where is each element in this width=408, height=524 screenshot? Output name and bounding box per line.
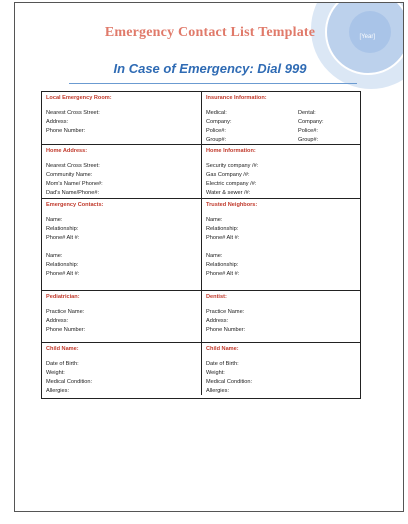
field-label: Name: [206, 253, 223, 259]
cell-heading: Child Name: [46, 346, 79, 352]
cell-heading: Home Information: [206, 148, 256, 154]
field-label: Medical Condition: [46, 379, 93, 385]
cell-heading: Local Emergency Room: [46, 95, 112, 101]
field-label: Group#: [298, 137, 319, 143]
field-label: Dad's Name/Phone#: [46, 190, 99, 196]
field-label: Name: [46, 217, 63, 223]
field-label: Security company /#: [206, 163, 259, 169]
field-label: Phone# Alt #: [206, 235, 240, 241]
field-label: Medical: [206, 110, 227, 116]
field-label: Address: [206, 318, 229, 324]
document-page [14, 2, 404, 512]
field-label: Nearest Cross Street: [46, 163, 100, 169]
document-subtitle: In Case of Emergency: Dial 999 [113, 61, 307, 76]
field-label: Electric company /#: [206, 181, 257, 187]
cell-heading: Emergency Contacts: [46, 202, 104, 208]
field-label: Practice Name: [206, 309, 245, 315]
field-label: Allergies: [46, 388, 70, 394]
field-label: Police#: [206, 128, 226, 134]
field-label: Medical Condition: [206, 379, 253, 385]
cell-pediatrician [42, 291, 202, 343]
field-label: Relationship: [46, 226, 79, 232]
field-label: Address: [46, 119, 69, 125]
field-label: Company: [206, 119, 232, 125]
cell-home-information [202, 145, 360, 199]
field-label: Nearest Cross Street: [46, 110, 100, 116]
field-label: Weight: [206, 370, 225, 376]
field-label: Weight: [46, 370, 65, 376]
field-label: Group#: [206, 137, 227, 143]
field-label: Name: [46, 253, 63, 259]
field-label: Company: [298, 119, 324, 125]
field-label: Phone# Alt #: [46, 271, 80, 277]
field-label: Relationship: [206, 226, 239, 232]
cell-heading: Trusted Neighbors: [206, 202, 258, 208]
field-label: Date of Birth: [206, 361, 239, 367]
cell-trusted-neighbors [202, 199, 360, 291]
field-label: Phone Number: [46, 128, 86, 134]
contact-table [41, 91, 361, 399]
field-label: Date of Birth: [46, 361, 79, 367]
cell-heading: Dentist: [206, 294, 227, 300]
cell-local-emergency-room [42, 92, 202, 145]
document-title: Emergency Contact List Template [104, 25, 316, 40]
cell-child-2 [202, 343, 360, 395]
cell-heading: Pediatrician: [46, 294, 80, 300]
field-label: Community Name: [46, 172, 93, 178]
field-label: Phone# Alt #: [46, 235, 80, 241]
field-label: Relationship: [46, 262, 79, 268]
field-label: Phone# Alt #: [206, 271, 240, 277]
field-label: Water & sewer /#: [206, 190, 251, 196]
cell-heading: Home Address: [46, 148, 88, 154]
cell-heading: Child Name: [206, 346, 239, 352]
field-label: Allergies: [206, 388, 230, 394]
field-label: Police#: [298, 128, 318, 134]
field-label: Phone Number: [46, 327, 86, 333]
field-label: Mom's Name/ Phone#: [46, 181, 103, 187]
cell-heading: Insurance Information: [206, 95, 267, 101]
field-label: Address: [46, 318, 69, 324]
cell-emergency-contacts [42, 199, 202, 291]
field-label: Dental: [298, 110, 316, 116]
field-label: Relationship: [206, 262, 239, 268]
cell-dentist [202, 291, 360, 343]
field-label: Practice Name: [46, 309, 85, 315]
year-placeholder[interactable]: [Year] [359, 34, 375, 40]
field-label: Gas Company /#: [206, 172, 250, 178]
field-label: Phone Number: [206, 327, 246, 333]
cell-home-address [42, 145, 202, 199]
subtitle-rule [69, 83, 357, 84]
cell-child-1 [42, 343, 202, 395]
cell-insurance-information [202, 92, 360, 145]
field-label: Name: [206, 217, 223, 223]
